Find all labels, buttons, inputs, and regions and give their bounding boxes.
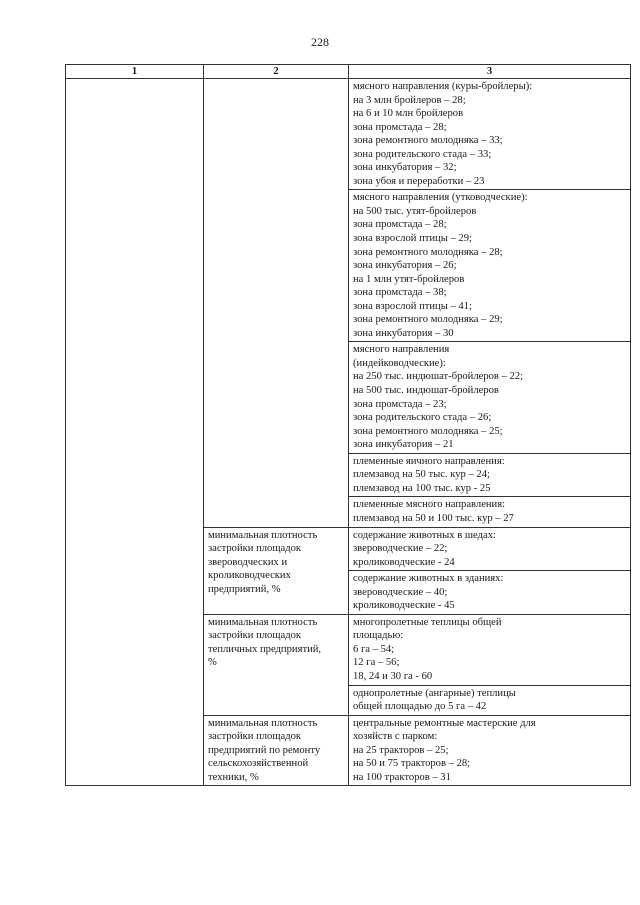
norm-value-cell [349,79,631,190]
norm-line: на 3 млн бройлеров – 28; [353,94,466,106]
column-header-2: 2 [204,65,349,79]
norm-value-cell [349,342,631,453]
norm-value-cell [349,571,631,615]
norm-line: содержание животных в зданиях: [353,573,504,585]
norm-line: на 500 тыс. утят-бройлеров [353,205,477,217]
table-row [66,79,631,190]
norm-line: зона промстада – 28; [353,219,447,231]
norm-line: зона промстада – 23; [353,398,447,410]
norm-line: кролиководческие - 45 [353,600,455,612]
indicator-line: предприятий, % [208,583,281,595]
norm-value-cell [349,685,631,715]
norms-table [65,64,631,786]
norm-line: многопролетные теплицы общей [353,616,502,628]
norm-line: звероводческие – 40; [353,586,448,598]
norm-line: зона ремонтного молодняка – 25; [353,425,503,437]
norm-line: племенные мясного направления: [353,499,506,511]
indicator-line: % [208,657,217,669]
norm-line: мясного направления [353,344,450,356]
indicator-line: минимальная плотность [208,529,318,541]
norm-line: зона родительского стада – 26; [353,412,492,424]
norm-line: на 50 и 75 тракторов – 28; [353,758,471,770]
norm-line: зона инкубатория – 21 [353,439,454,451]
norm-line: кролиководческие - 24 [353,556,455,568]
norm-line: племзавод на 100 тыс. кур - 25 [353,482,491,494]
norm-line: зона ремонтного молодняка – 33; [353,135,503,147]
norm-line: площадью: [353,630,404,642]
norm-value-cell [349,453,631,497]
norm-line: зона взрослой птицы – 41; [353,300,472,312]
indicator-line: сельскохозяйственной [208,758,309,770]
norm-line: мясного направления (куры-бройлеры): [353,81,533,92]
norm-line: общей площадью до 5 га – 42 [353,701,487,713]
table-body [66,79,631,786]
norm-line: зона инкубатория – 26; [353,260,457,272]
column-header-1: 1 [66,65,204,79]
norm-line: мясного направления (утководческие): [353,192,528,204]
norm-line: зона убоя и переработки – 23 [353,175,485,187]
norm-value-cell [349,614,631,685]
norm-line: племенные яичного направления: [353,455,505,467]
norm-line: хозяйств с парком: [353,731,438,743]
indicator-line: звероводческих и [208,556,288,568]
norm-line: зона ремонтного молодняка – 28; [353,246,503,258]
indicator-cell [204,715,349,786]
norm-line: (индейководческие): [353,357,446,369]
column-header-3: 3 [349,65,631,79]
norm-line: центральные ремонтные мастерские для [353,717,536,729]
norm-value-cell [349,190,631,342]
indicator-line: застройки площадок [208,630,302,642]
indicator-cell [204,79,349,528]
indicator-line: минимальная плотность [208,616,318,628]
page-number: 228 [311,35,329,49]
norm-line: на 6 и 10 млн бройлеров [353,108,464,120]
norm-line: на 25 тракторов – 25; [353,744,449,756]
indicator-line: застройки площадок [208,543,302,555]
norm-line: зона промстада – 28; [353,121,447,133]
norm-line: племзавод на 50 тыс. кур – 24; [353,469,490,481]
norm-line: зона инкубатория – 30 [353,327,454,339]
norm-value-cell [349,527,631,571]
indicator-line: техники, % [208,771,259,783]
norm-line: на 250 тыс. индюшат-бройлеров – 22; [353,371,524,383]
norm-line: на 500 тыс. индюшат-бройлеров [353,385,499,397]
norm-line: однопролетные (ангарные) теплицы [353,687,516,699]
indicator-line: застройки площадок [208,731,302,743]
indicator-line: тепличных предприятий, [208,643,322,655]
norm-line: 18, 24 и 30 га - 60 [353,670,433,682]
norm-value-cell [349,497,631,527]
norm-line: на 100 тракторов – 31 [353,771,451,783]
norm-line: племзавод на 50 и 100 тыс. кур – 27 [353,512,514,524]
norm-line: зона взрослой птицы – 29; [353,233,472,245]
norm-line: звероводческие – 22; [353,543,448,555]
norm-line: зона промстада – 38; [353,287,447,299]
norm-line: зона инкубатория – 32; [353,162,457,174]
norm-line: зона родительского стада – 33; [353,148,492,160]
indicator-cell [204,614,349,715]
indicator-line: минимальная плотность [208,717,318,729]
indicator-line: кролиководческих [208,570,291,582]
column-1-cell [66,79,204,786]
indicator-cell [204,527,349,614]
norm-line: содержание животных в шедах: [353,529,496,541]
norm-line: 12 га – 56; [353,657,400,669]
norm-value-cell [349,715,631,786]
norm-line: на 1 млн утят-бройлеров [353,273,465,285]
indicator-line: предприятий по ремонту [208,744,321,756]
header-row [66,65,631,79]
norm-line: 6 га – 54; [353,643,395,655]
norm-line: зона ремонтного молодняка – 29; [353,314,503,326]
